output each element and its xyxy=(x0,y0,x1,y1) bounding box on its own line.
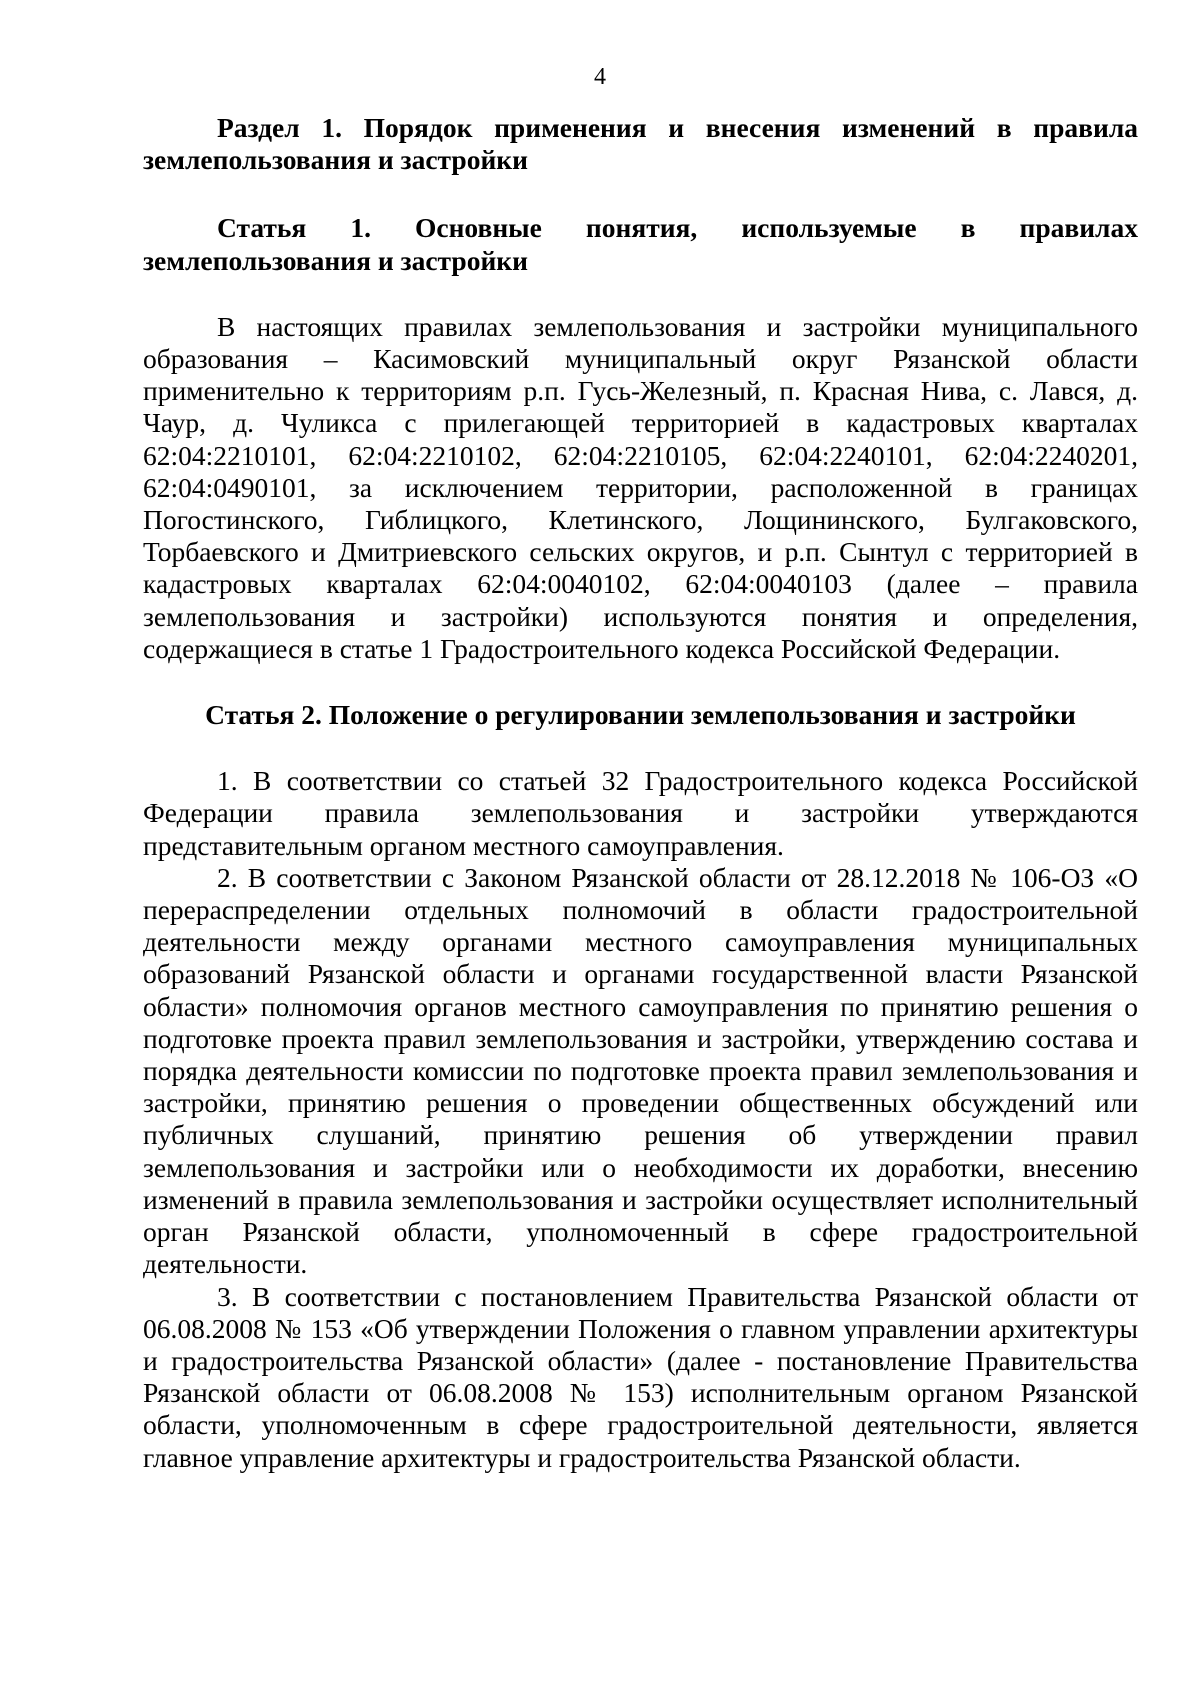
article-1-paragraph: В настоящих правилах землепользования и застройки муниципального образования – Касимовский муниципальный округ Рязанской области применительно к территориям р.п. Гусь-Железный, п. Красная Нива, с. Лався, д. Чаур, д. Чуликса с прилегающей территорией в кадастровых кварталах 62:04:2210101, 62:04:2210102, 62:04:2210105, 62:04:2240101, 62:04:2240201, 62:04:0490101, за исключением территории, расположенной в границах Погостинского, Гиблицкого, Клетинского, Лощининского, Булгаковского, Торбаевского и Дмитриевского сельских округов, и р.п. Сынтул с территорией в кадастровых кварталах 62:04:0040102, 62:04:0040103 (далее – правила землепользования и застройки) используются понятия и определения, содержащиеся в статье 1 Градостроительного кодекса Российской Федерации. xyxy=(143,310,1138,664)
article-2-item-2: 2. В соответствии с Законом Рязанской области от 28.12.2018 № 106-ОЗ «О перераспределении отдельных полномочий в области градостроительной деятельности между органами местного самоуправления муниципальных образований Рязанской области и органами государственной власти Рязанской области» полномочия органов местного самоуправления по принятию решения о подготовке проекта правил землепользования и застройки, утверждению состава и порядка деятельности комиссии по подготовке проекта правил землепользования и застройки, принятию решения о проведении общественных обсуждений или публичных слушаний, принятию решения об утверждении правил землепользования и застройки или о необходимости их доработки, внесению изменений в правила землепользования и застройки осуществляет исполнительный орган Рязанской области, уполномоченный в сфере градостроительной деятельности. xyxy=(143,861,1138,1280)
article-2-title: Статья 2. Положение о регулировании землепользования и застройки xyxy=(205,699,1076,731)
spacer xyxy=(143,731,1138,765)
spacer xyxy=(143,277,1138,311)
document-body xyxy=(143,112,1138,1474)
article-1-title: Статья 1. Основные понятия, используемые в правилах землепользования и застройки xyxy=(143,212,1138,276)
spacer xyxy=(143,665,1138,699)
article-2-item-1: 1. В соответствии со статьей 32 Градостроительного кодекса Российской Федерации правила землепользования и застройки утверждаются представительным органом местного самоуправления. xyxy=(143,765,1138,861)
article-2-item-3: 3. В соответствии с постановлением Правительства Рязанской области от 06.08.2008 № 153 «Об утверждении Положения о главном управлении архитектуры и градостроительства Рязанской области» (далее - постановление Правительства Рязанской области от 06.08.2008 № 153) исполнительным органом Рязанской области, уполномоченным в сфере градостроительной деятельности, является главное управление архитектуры и градостроительства Рязанской области. xyxy=(143,1280,1138,1473)
page-number: 4 xyxy=(594,64,606,90)
spacer xyxy=(143,176,1138,212)
section-title: Раздел 1. Порядок применения и внесения изменений в правила землепользования и застройки xyxy=(143,112,1138,176)
